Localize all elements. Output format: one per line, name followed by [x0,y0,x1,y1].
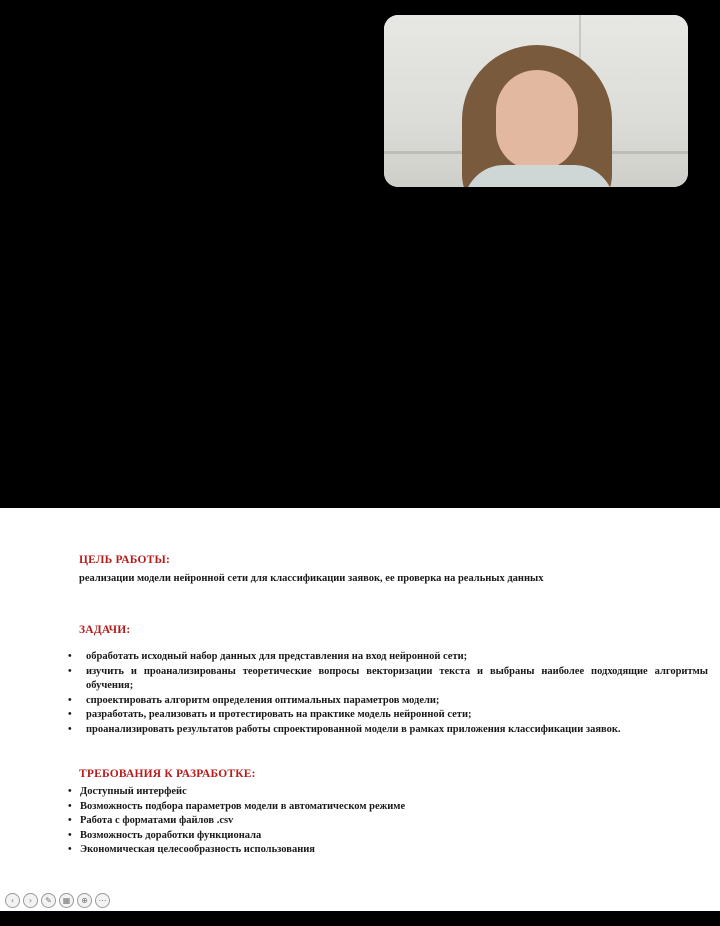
more-icon[interactable]: ⋯ [95,893,110,908]
task-item: • обработать исходный набор данных для представления на вход нейронной сети; [68,650,708,665]
goal-heading: ЦЕЛЬ РАБОТЫ: [79,554,171,566]
prev-icon[interactable]: ‹ [5,893,20,908]
requirement-item: • Возможность подбора параметров модели в автоматическом режиме [68,800,405,815]
task-item: • проанализировать результатов работы спроектированной модели в рамках приложения классификации заявок. [68,723,708,738]
requirement-item: • Возможность доработки функционала [68,829,405,844]
webcam-video [384,15,688,187]
presenter-shirt [464,165,614,187]
next-icon[interactable]: › [23,893,38,908]
pen-icon[interactable]: ✎ [41,893,56,908]
slides-icon[interactable]: ▦ [59,893,74,908]
presentation-slide [0,508,720,911]
task-item: • изучить и проанализированы теоретические вопросы векторизации текста и выбраны наиболее подходящие алгоритмы обучения; [68,665,708,694]
requirements-list [68,785,405,858]
goal-text: реализации модели нейронной сети для классификации заявок, ее проверка на реальных данных [79,573,544,584]
task-item: • разработать, реализовать и протестировать на практике модель нейронной сети; [68,708,708,723]
task-item: • спроектировать алгоритм определения оптимальных параметров модели; [68,694,708,709]
zoom-icon[interactable]: ⊕ [77,893,92,908]
slideshow-toolbar [5,893,110,908]
tasks-list [68,650,708,737]
requirement-item: • Работа с форматами файлов .csv [68,814,405,829]
presenter-face [496,70,578,170]
requirements-heading: ТРЕБОВАНИЯ К РАЗРАБОТКЕ: [79,768,256,780]
tasks-heading: ЗАДАЧИ: [79,624,131,636]
requirement-item: • Доступный интерфейс [68,785,405,800]
requirement-item: • Экономическая целесообразность использования [68,843,405,858]
